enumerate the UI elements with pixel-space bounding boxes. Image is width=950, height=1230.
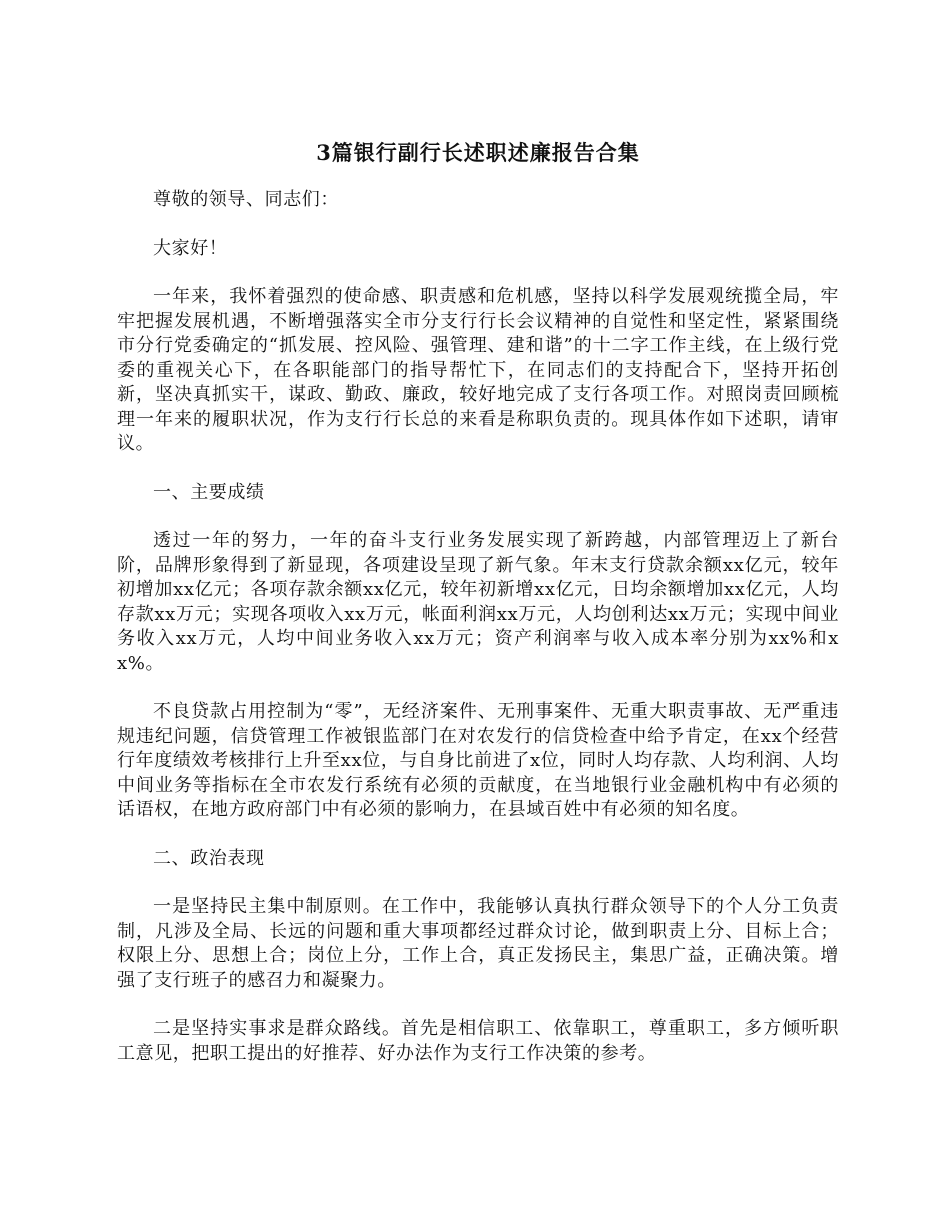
achievements-paragraph-1: 透过一年的努力，一年的奋斗支行业务发展实现了新跨越，内部管理迈上了新台阶，品牌形象得到了新显现，各项建设呈现了新气象。年末支行贷款余额xx亿元，较年初增加xx亿元；各项存款余额xx亿元，较年初新增xx亿元，日均余额增加xx亿元，人均存款xx万元；实现各项收入xx万元，帐面利润xx万元，人均创利达xx万元；实现中间业务收入xx万元，人均中间业务收入xx万元；资产利润率与收入成本率分别为xx%和xx%。: [117, 530, 839, 674]
section-heading-achievements: 一、主要成绩: [153, 481, 265, 503]
political-paragraph-2: 二是坚持实事求是群众路线。首先是相信职工、依靠职工，尊重职工，多方倾听职工意见，把职工提出的好推荐、好办法作为支行工作决策的参考。: [117, 1018, 839, 1064]
salutation: 尊敬的领导、同志们：: [153, 189, 339, 210]
document-title: 3篇银行副行长述职述廉报告合集: [316, 140, 640, 165]
intro-paragraph: 一年来，我怀着强烈的使命感、职责感和危机感，坚持以科学发展观统揽全局，牢牢把握发展机遇，不断增强落实全市分支行行长会议精神的自觉性和坚定性，紧紧围绕市分行党委确定的“抓发展、控风险、强管理、建和谐”的十二字工作主线，在上级行党委的重视关心下，在各职能部门的指导帮忙下，在同志们的支持配合下，坚持开拓创新，坚决真抓实干，谋政、勤政、廉政，较好地完成了支行各项工作。对照岗责回顾梳理一年来的履职状况，作为支行行长总的来看是称职负责的。现具体作如下述职，请审议。: [117, 286, 839, 454]
achievements-paragraph-2: 不良贷款占用控制为“零”，无经济案件、无刑事案件、无重大职责事故、无严重违规违纪问题，信贷管理工作被银监部门在对农发行的信贷检查中给予肯定，在xx个经营行年度绩效考核排行上升至xx位，与自身比前进了x位，同时人均存款、人均利润、人均中间业务等指标在全市农发行系统有必须的贡献度，在当地银行业金融机构中有必须的话语权，在地方政府部门中有必须的影响力，在县域百姓中有必须的知名度。: [117, 701, 839, 820]
document-page: [117, 138, 839, 1090]
section-heading-political: 二、政治表现: [153, 847, 265, 869]
greeting: 大家好！: [153, 237, 228, 259]
political-paragraph-1: 一是坚持民主集中制原则。在工作中，我能够认真执行群众领导下的个人分工负责制，凡涉及全局、长远的问题和重大事项都经过群众讨论，做到职责上分、目标上合；权限上分、思想上合；岗位上分，工作上合，真正发扬民主，集思广益，正确决策。增强了支行班子的感召力和凝聚力。: [117, 896, 839, 991]
